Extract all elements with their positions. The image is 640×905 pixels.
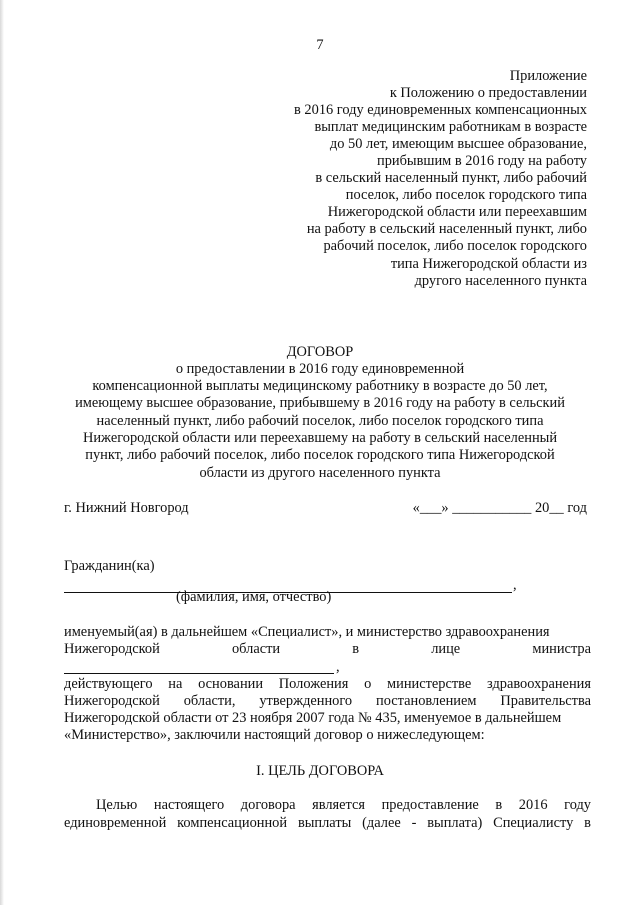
- section1-line2: [64, 815, 591, 832]
- word: Положения: [278, 676, 349, 692]
- word: постановлением: [376, 693, 477, 709]
- subtitle-line: компенсационной выплаты медицинскому работнику в возрасте до 50 лет,: [92, 378, 548, 394]
- word: предоставление: [381, 797, 479, 813]
- body2-line4: «Министерство», заключили настоящий договор о нижеследующем:: [64, 727, 485, 743]
- section-heading: I. ЦЕЛЬ ДОГОВОРА: [256, 763, 384, 779]
- word: Правительства: [500, 693, 591, 709]
- page-number: 7: [316, 37, 324, 53]
- word: (далее: [362, 815, 401, 831]
- subtitle-line: области из другого населенного пункта: [199, 465, 441, 481]
- word: единовременной: [64, 815, 167, 831]
- word: министра: [532, 641, 591, 657]
- word: министерстве: [387, 676, 472, 692]
- word: -: [411, 815, 417, 831]
- word: компенсационной: [177, 815, 288, 831]
- word: Нижегородской: [64, 641, 160, 657]
- section1-line1: [96, 797, 591, 814]
- appendix-line: на работу в сельский населенный пункт, либо: [306, 221, 587, 237]
- fio-caption: (фамилия, имя, отчество): [176, 589, 332, 605]
- word: утвержденного: [259, 693, 353, 709]
- word: в: [352, 641, 360, 657]
- subtitle-line: Нижегородской области или переехавшему на работу в сельский населенный: [82, 430, 558, 446]
- word: Нижегородской: [64, 693, 160, 709]
- minister-comma: ,: [336, 659, 340, 675]
- subtitle-line: имеющему высшее образование, прибывшему в 2016 году на работу в сельский: [75, 395, 565, 411]
- body1-line2: [64, 641, 591, 658]
- word: выплата): [427, 815, 483, 831]
- word: Специалисту: [493, 815, 574, 831]
- appendix-line: до 50 лет, имеющим высшее образование,: [329, 136, 587, 152]
- word: Целью: [96, 797, 138, 813]
- appendix-line: другого населенного пункта: [414, 273, 587, 289]
- subtitle-line: пункт, либо рабочий поселок, либо поселок городского типа Нижегородской: [85, 447, 555, 463]
- subtitle-line: о предоставлении в 2016 году единовременной: [175, 361, 465, 377]
- body2-line2: [64, 693, 591, 710]
- body2-line1: [64, 676, 591, 693]
- appendix-line: типа Нижегородской области из: [390, 256, 587, 272]
- fio-comma: ,: [513, 577, 517, 593]
- word: выплаты: [297, 815, 352, 831]
- minister-underline: [64, 673, 334, 674]
- citizen-label: Гражданин(ка): [64, 558, 155, 574]
- word: области,: [183, 693, 236, 709]
- word: году: [564, 797, 591, 813]
- word: действующего: [64, 676, 153, 692]
- word: договора: [240, 797, 296, 813]
- word: лице: [431, 641, 461, 657]
- word: основании: [198, 676, 264, 692]
- subtitle-line: населенный пункт, либо рабочий поселок, либо поселок городского типа: [96, 413, 544, 429]
- place-name: г. Нижний Новгород: [64, 500, 189, 516]
- appendix-line: в сельский населенный пункт, либо рабочий: [315, 170, 587, 186]
- body2-line3: Нижегородской области от 23 ноября 2007 года № 435, именуемое в дальнейшем: [64, 710, 562, 726]
- appendix-line: в 2016 году единовременных компенсационных: [294, 102, 587, 118]
- word: 2016: [518, 797, 548, 813]
- word: о: [364, 676, 372, 692]
- appendix-line: Нижегородской области или переехавшим: [327, 204, 587, 220]
- body1-line1: именуемый(ая) в дальнейшем «Специалист», и министерство здравоохранения: [64, 624, 550, 640]
- word: области: [231, 641, 281, 657]
- appendix-line: поселок, либо поселок городского типа: [345, 187, 587, 203]
- word: здравоохранения: [487, 676, 591, 692]
- appendix-line: выплат медицинским работникам в возрасте: [314, 119, 587, 135]
- word: является: [312, 797, 366, 813]
- word: в: [495, 797, 503, 813]
- appendix-line: Приложение: [509, 68, 587, 84]
- word: настоящего: [153, 797, 225, 813]
- contract-title: ДОГОВОР: [286, 344, 354, 360]
- date-line: «___» ___________ 20__ год: [412, 500, 587, 516]
- appendix-line: прибывшим в 2016 году на работу: [377, 153, 587, 169]
- appendix-line: к Положению о предоставлении: [389, 85, 587, 101]
- word: на: [168, 676, 183, 692]
- appendix-line: рабочий поселок, либо поселок городского: [323, 238, 587, 254]
- word: в: [584, 815, 591, 831]
